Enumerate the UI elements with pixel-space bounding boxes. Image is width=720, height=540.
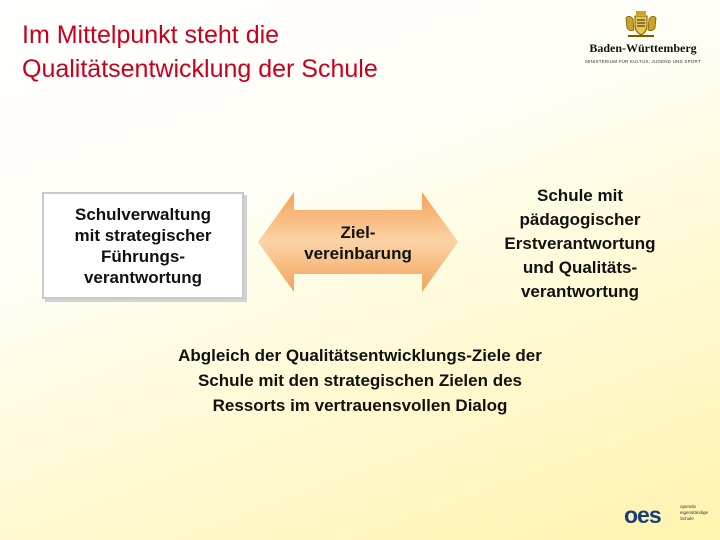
right-box-line-5: verantwortung	[520, 282, 640, 301]
bottom-text-line-2: Schule mit den strategischen Zielen des	[197, 371, 523, 390]
arrow-label	[258, 222, 458, 264]
oes-logo	[624, 502, 709, 528]
oes-sub-3: Schule	[680, 516, 694, 521]
bottom-text-line-1: Abgleich der Qualitätsentwicklungs-Ziele der	[178, 346, 542, 365]
left-box-line-3: Führungs-	[100, 246, 186, 266]
baden-wuerttemberg-logo	[578, 10, 708, 68]
school-administration-box	[42, 192, 244, 299]
left-box-line-2: mit strategischer	[74, 225, 212, 245]
right-box-line-1: Schule mit	[537, 186, 623, 205]
right-box-line-2: pädagogischer	[519, 210, 641, 229]
oes-sub-2: eigenständige	[680, 510, 709, 515]
left-box-line-4: verantwortung	[83, 267, 203, 287]
slide-title	[22, 18, 542, 86]
logo-ministry: MINISTERIUM FÜR KULTUS, JUGEND UND SPORT	[585, 59, 701, 64]
right-box-line-3: Erstverantwortung	[504, 234, 656, 253]
slide-title-line-2: Qualitätsentwicklung der Schule	[22, 55, 378, 83]
bottom-text-line-3: Ressorts im vertrauensvollen Dialog	[212, 396, 508, 415]
logo-name: Baden-Württemberg	[589, 41, 697, 55]
arrow-label-line-2: vereinbarung	[304, 244, 412, 263]
arrow-label-line-1: Ziel-	[340, 223, 376, 242]
school-box	[475, 184, 685, 304]
oes-logo-letters: oes	[624, 502, 661, 528]
oes-sub-1: operativ	[680, 504, 697, 509]
slide-title-line-1: Im Mittelpunkt steht die	[22, 21, 280, 49]
left-box-line-1: Schulverwaltung	[74, 204, 212, 224]
right-box-line-4: und Qualitäts-	[522, 258, 638, 277]
coat-of-arms-icon	[624, 10, 658, 38]
oes-logo-subtitle	[680, 504, 708, 522]
alignment-text	[120, 343, 600, 418]
